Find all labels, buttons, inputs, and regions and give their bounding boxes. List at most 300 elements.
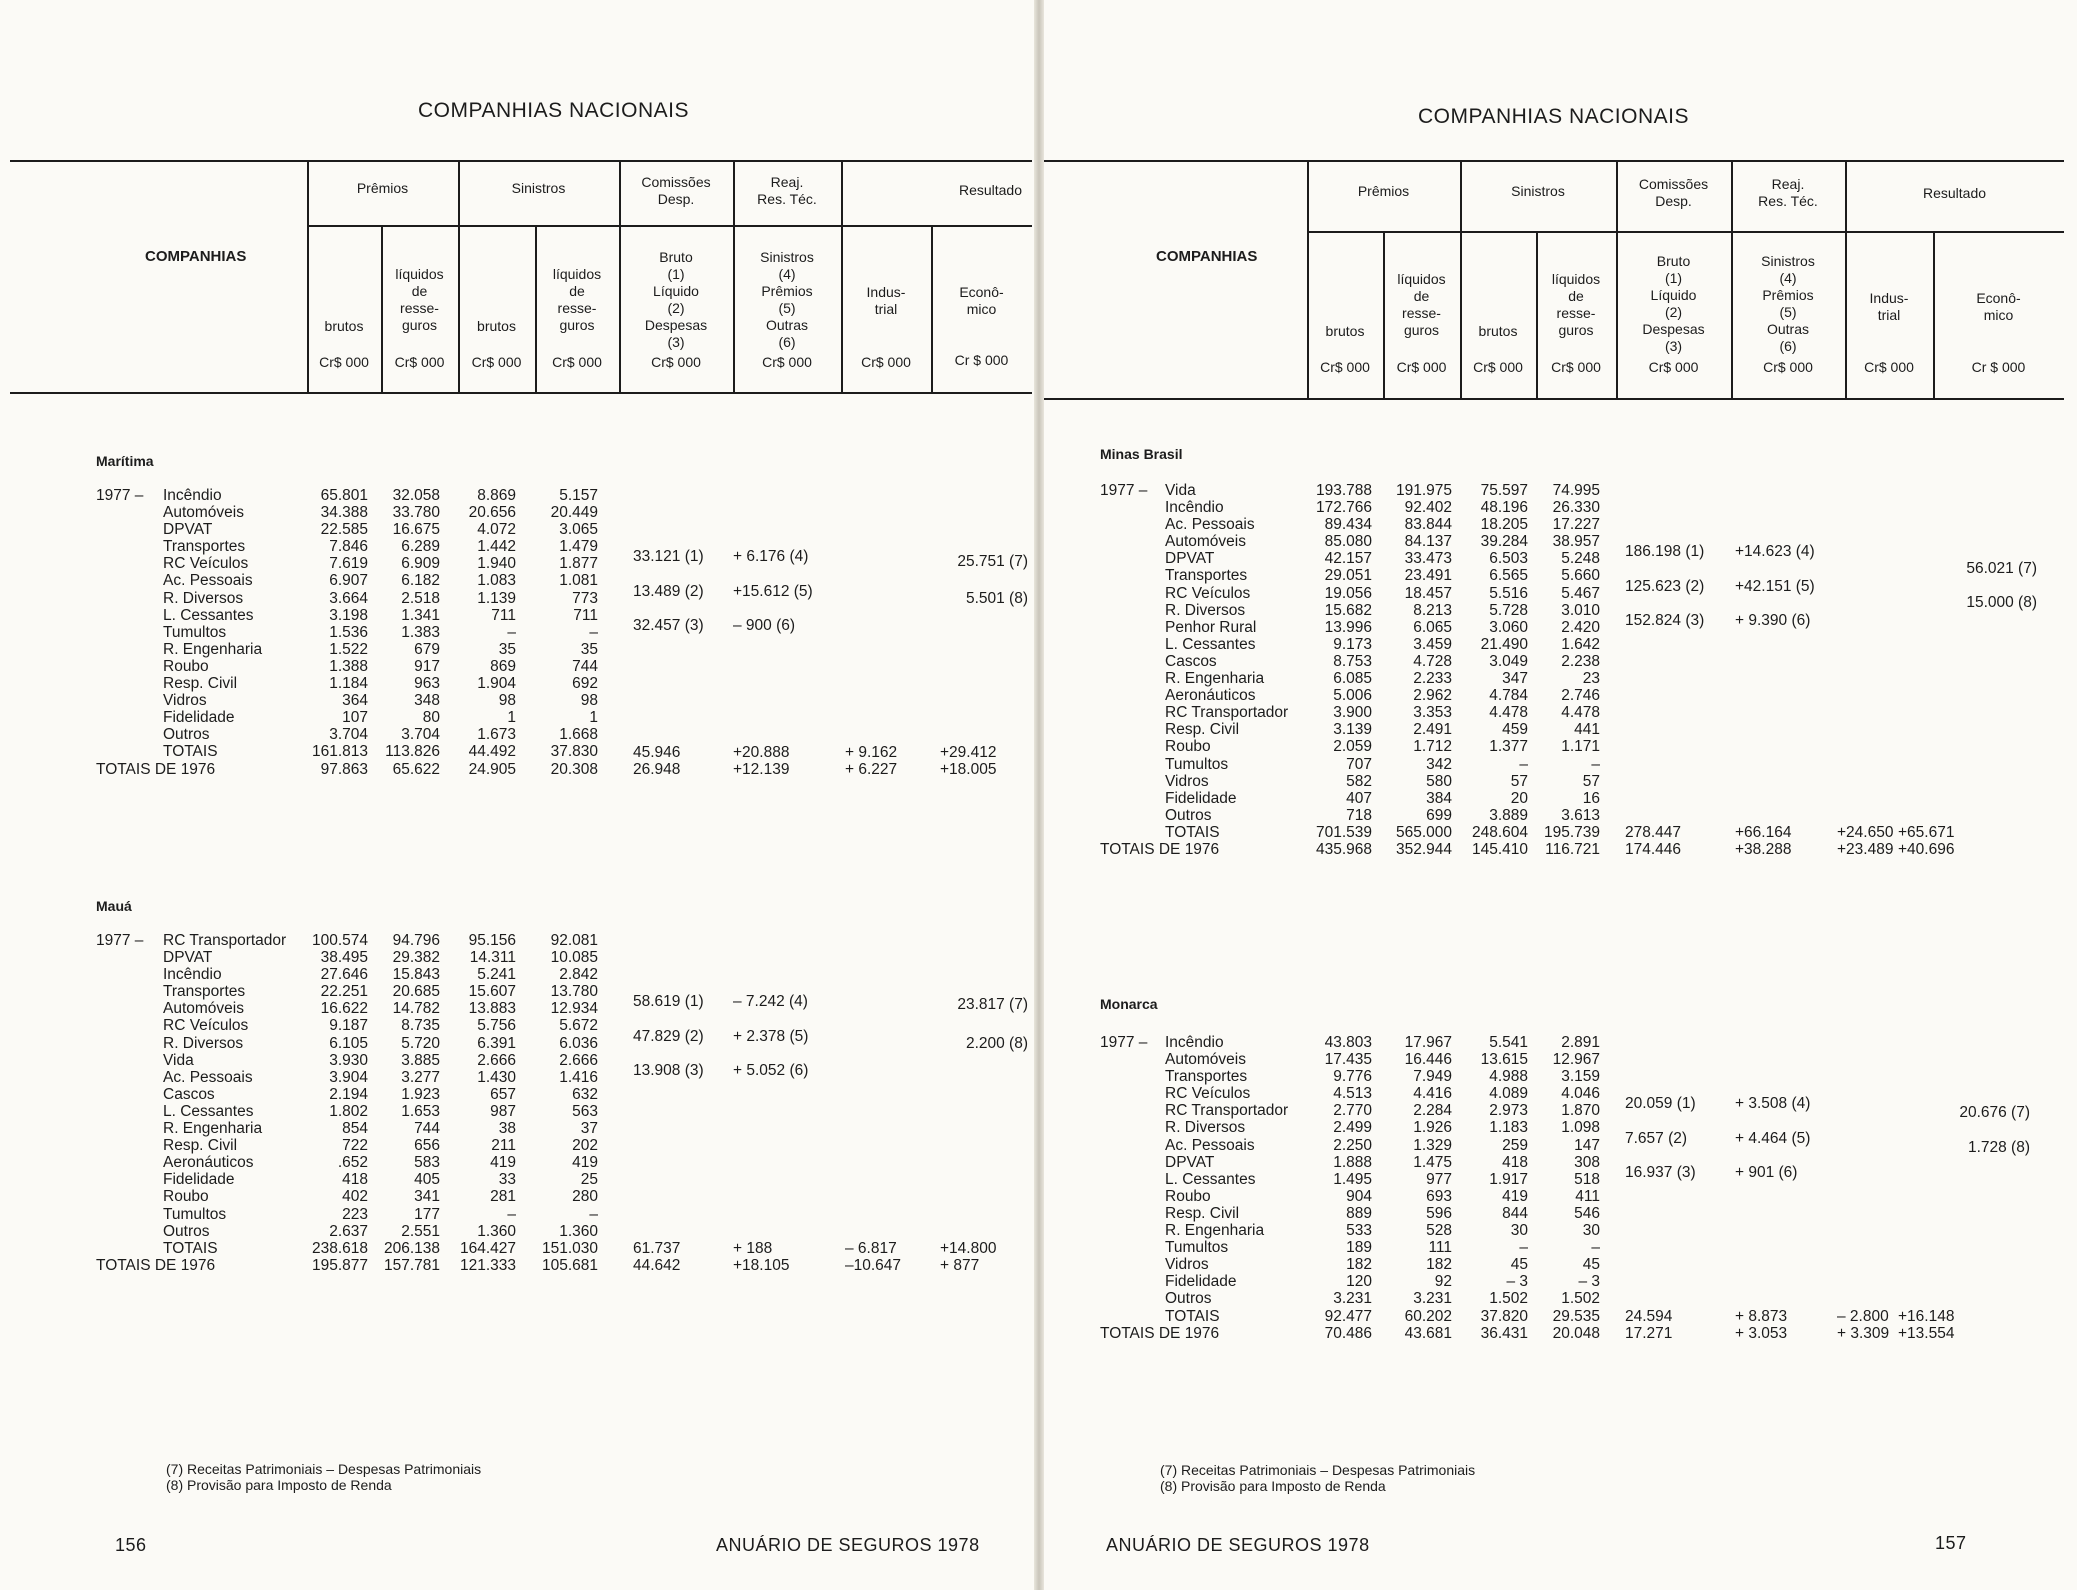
- page-title-right: COMPANHIAS NACIONAIS: [1418, 105, 1689, 128]
- table-cell: 441: [1574, 721, 1600, 739]
- table-cell: 1.360: [559, 1222, 598, 1240]
- table-cell: 418: [1502, 1153, 1528, 1171]
- table-cell: 161.813: [311, 743, 368, 761]
- header-comissoes: Comissões Desp.: [641, 174, 711, 207]
- ramo-label: L. Cessantes: [163, 1102, 254, 1120]
- table-cell: 2.250: [1333, 1136, 1372, 1154]
- header-bruto-liquido: Bruto (1) Líquido (2) Despesas (3): [1642, 253, 1705, 354]
- table-cell: 904: [1346, 1187, 1372, 1205]
- table-cell: 238.618: [311, 1239, 368, 1257]
- table-cell: 195.877: [311, 1256, 368, 1274]
- table-cell: 5.006: [1333, 687, 1372, 705]
- table-cell: 29.535: [1552, 1307, 1600, 1325]
- table-cell: 1.416: [559, 1068, 598, 1086]
- ramo-label: R. Diversos: [163, 1034, 244, 1052]
- totals-label: TOTAIS DE 1976: [1100, 840, 1220, 858]
- table-cell: –: [589, 1205, 598, 1223]
- table-cell: 1.479: [559, 538, 598, 556]
- table-cell: 744: [572, 657, 598, 675]
- totals-label: TOTAIS: [1165, 1307, 1220, 1325]
- header-unit: Cr$ 000: [319, 354, 369, 370]
- table-cell: 1.171: [1561, 738, 1600, 756]
- resultado-note-value: 20.676 (7): [1959, 1104, 2030, 1121]
- header-sinistros-brutos: brutos: [1478, 323, 1518, 339]
- table-cell: 92.402: [1404, 499, 1452, 517]
- table-cell: 1: [507, 709, 516, 727]
- comissoes-value: 47.829 (2): [633, 1027, 704, 1045]
- reajuste-value: + 5.052 (6): [733, 1061, 809, 1079]
- table-cell: 30: [1582, 1222, 1600, 1240]
- totais-1976-economico: +18.005: [940, 760, 997, 778]
- left-page: [0, 0, 1038, 1590]
- ramo-label: Automóveis: [163, 504, 244, 522]
- table-cell: 3.139: [1333, 721, 1372, 739]
- table-cell: 20.685: [392, 983, 440, 1001]
- table-cell: 121.333: [459, 1256, 516, 1274]
- header-unit: Cr$ 000: [651, 354, 701, 370]
- book-gutter: [1034, 0, 1044, 1590]
- table-cell: 9.173: [1333, 635, 1372, 653]
- table-cell: 21.490: [1480, 635, 1528, 653]
- table-cell: 6.907: [329, 572, 368, 590]
- table-cell: 85.080: [1324, 533, 1372, 551]
- table-cell: 20: [1510, 789, 1528, 807]
- totals-label: TOTAIS DE 1976: [1100, 1324, 1220, 1342]
- ramo-label: Automóveis: [1165, 533, 1246, 551]
- table-cell: 3.277: [401, 1068, 440, 1086]
- table-cell: 5.720: [401, 1034, 440, 1052]
- table-cell: 36.431: [1480, 1324, 1528, 1342]
- table-cell: 6.036: [559, 1034, 598, 1052]
- table-cell: 145.410: [1471, 840, 1528, 858]
- totais-economico: +29.412: [940, 743, 997, 761]
- table-cell: 1.377: [1489, 738, 1528, 756]
- totais-1976-reajuste: +18.105: [733, 1256, 790, 1274]
- comissoes-value: 152.824 (3): [1625, 611, 1705, 629]
- table-cell: 3.060: [1489, 618, 1528, 636]
- table-cell: 1.360: [477, 1222, 516, 1240]
- table-cell: 223: [342, 1205, 368, 1223]
- header-unit: Cr$ 000: [552, 354, 602, 370]
- table-cell: 23.491: [1404, 567, 1452, 585]
- table-cell: 1.888: [1333, 1153, 1372, 1171]
- resultado-note-value: 15.000 (8): [1966, 594, 2037, 611]
- table-cell: 2.284: [1413, 1102, 1452, 1120]
- totais-economico: +14.800: [940, 1239, 997, 1257]
- table-cell: 177: [414, 1205, 440, 1223]
- totais-reajuste: +20.888: [733, 743, 790, 761]
- header-rule-bottom: [1044, 398, 2064, 400]
- ramo-label: DPVAT: [163, 521, 213, 539]
- ramo-label: R. Engenharia: [1165, 670, 1265, 688]
- table-cell: 100.574: [311, 932, 368, 949]
- table-cell: .652: [337, 1154, 368, 1172]
- ramo-label: RC Veículos: [163, 555, 249, 573]
- table-cell: 6.565: [1489, 567, 1528, 585]
- header-sinistros-liquidos: líquidos de resse- guros: [552, 266, 602, 333]
- ramo-label: R. Diversos: [1165, 601, 1246, 619]
- table-cell: 202: [572, 1137, 598, 1155]
- value-column-pb: [1282, 1034, 1372, 1342]
- table-cell: 17.967: [1404, 1034, 1452, 1051]
- table-cell: 718: [1346, 806, 1372, 824]
- header-resultado: Resultado: [1922, 185, 1987, 201]
- ramo-label: Roubo: [1165, 738, 1211, 756]
- table-cell: 773: [572, 589, 598, 607]
- table-cell: 348: [414, 692, 440, 710]
- table-cell: 6.503: [1489, 550, 1528, 568]
- table-cell: 2.420: [1561, 618, 1600, 636]
- header-unit: Cr$ 000: [1551, 359, 1601, 375]
- totais-reajuste: + 8.873: [1735, 1307, 1788, 1325]
- header-economico: Econô- mico: [1976, 290, 2021, 323]
- table-cell: 98: [498, 692, 516, 710]
- table-cell: 3.010: [1561, 601, 1600, 619]
- ramo-label: R. Engenharia: [1165, 1222, 1265, 1240]
- table-cell: 2.842: [559, 966, 598, 984]
- reajuste-value: +42.151 (5): [1735, 577, 1815, 595]
- table-cell: 57: [1582, 772, 1600, 790]
- table-cell: 120: [1346, 1273, 1372, 1291]
- table-cell: 4.478: [1561, 704, 1600, 722]
- table-cell: 1.139: [477, 589, 516, 607]
- table-cell: 18.205: [1480, 516, 1528, 534]
- totals-label: TOTAIS: [163, 743, 218, 761]
- ramo-label: L. Cessantes: [163, 606, 254, 624]
- table-cell: 9.776: [1333, 1068, 1372, 1086]
- table-cell: 1.940: [477, 555, 516, 573]
- ramo-label: Incêndio: [163, 487, 222, 504]
- table-cell: 13.780: [550, 983, 598, 1001]
- table-cell: 347: [1502, 670, 1528, 688]
- table-cell: 699: [1426, 806, 1452, 824]
- ramo-label: Tumultos: [163, 1205, 227, 1223]
- totais-reajuste: + 188: [733, 1239, 773, 1257]
- header-rule-top: [10, 160, 1032, 162]
- value-column-sb: [426, 487, 516, 778]
- table-cell: 17.435: [1324, 1051, 1372, 1069]
- company-name: Monarca: [1100, 996, 1158, 1012]
- table-cell: 29.051: [1324, 567, 1372, 585]
- comissoes-value: 58.619 (1): [633, 993, 704, 1011]
- year-label: 1977 –: [1100, 482, 1148, 499]
- resultado-note-value: 1.728 (8): [1967, 1139, 2030, 1156]
- reajuste-value: + 3.508 (4): [1735, 1095, 1811, 1113]
- ramo-label: Outros: [163, 1222, 210, 1240]
- ramo-label: R. Diversos: [1165, 1119, 1246, 1137]
- table-cell: 8.735: [401, 1017, 440, 1035]
- ramo-label: Fidelidade: [163, 1171, 235, 1189]
- table-cell: 92.477: [1324, 1307, 1372, 1325]
- table-cell: 419: [1502, 1187, 1528, 1205]
- table-cell: 4.728: [1413, 652, 1452, 670]
- table-cell: 95.156: [468, 932, 516, 949]
- table-cell: 34.388: [320, 504, 368, 522]
- table-cell: 48.196: [1480, 499, 1528, 517]
- table-cell: 45: [1510, 1256, 1528, 1274]
- table-cell: 15.682: [1324, 601, 1372, 619]
- table-cell: 8.869: [477, 487, 516, 504]
- table-cell: 33: [498, 1171, 516, 1189]
- table-cell: – 3: [1506, 1273, 1528, 1291]
- totais-1976-comissoes: 44.642: [633, 1256, 681, 1274]
- totais-1976-reajuste: +38.288: [1735, 841, 1792, 859]
- table-cell: – 3: [1578, 1273, 1600, 1291]
- table-cell: 191.975: [1395, 482, 1452, 499]
- table-cell: 364: [342, 692, 368, 710]
- totais-1976-comissoes: 26.948: [633, 760, 681, 778]
- table-cell: 107: [342, 709, 368, 727]
- table-cell: 1.673: [477, 726, 516, 744]
- table-cell: 13.615: [1480, 1051, 1528, 1069]
- header-sinistros: Sinistros: [1511, 183, 1565, 199]
- totais-1976-industrial: + 6.227: [845, 760, 898, 778]
- table-cell: 1.536: [329, 623, 368, 641]
- ramo-label: Penhor Rural: [1165, 618, 1257, 636]
- table-cell: 1.098: [1561, 1119, 1600, 1137]
- reajuste-value: + 901 (6): [1735, 1163, 1798, 1181]
- table-cell: 3.900: [1333, 704, 1372, 722]
- table-cell: 1.081: [559, 572, 598, 590]
- table-cell: –: [1519, 1239, 1528, 1257]
- ramo-label: Transportes: [1165, 1068, 1248, 1086]
- table-cell: 6.182: [401, 572, 440, 590]
- ramo-label: Transportes: [163, 538, 246, 556]
- header-unit: Cr$ 000: [1763, 359, 1813, 375]
- totals-label: TOTAIS DE 1976: [96, 1256, 216, 1274]
- footnote-7: (7) Receitas Patrimoniais – Despesas Patrimoniais: [166, 1461, 482, 1477]
- header-rule-top: [1044, 160, 2064, 162]
- ramo-label: Cascos: [1165, 652, 1217, 670]
- totais-industrial: – 2.800: [1837, 1307, 1889, 1325]
- table-cell: 1: [589, 709, 598, 727]
- table-cell: 1.802: [329, 1102, 368, 1120]
- year-label: 1977 –: [96, 487, 144, 504]
- table-cell: 3.049: [1489, 652, 1528, 670]
- table-cell: 45: [1582, 1256, 1600, 1274]
- table-cell: 151.030: [541, 1239, 598, 1257]
- table-cell: 722: [342, 1137, 368, 1155]
- table-cell: 13.883: [468, 1000, 516, 1018]
- table-cell: 4.478: [1489, 704, 1528, 722]
- table-cell: 12.934: [550, 1000, 598, 1018]
- header-premios-brutos: brutos: [1325, 323, 1365, 339]
- table-cell: 3.704: [401, 726, 440, 744]
- ramo-label: Outros: [163, 726, 210, 744]
- reajuste-value: + 6.176 (4): [733, 548, 809, 566]
- header-reaj: Reaj. Res. Téc.: [757, 174, 817, 207]
- table-cell: 281: [490, 1188, 516, 1206]
- table-cell: 435.968: [1315, 840, 1372, 858]
- table-cell: 280: [572, 1188, 598, 1206]
- header-unit: Cr$ 000: [394, 354, 445, 370]
- table-cell: 6.085: [1333, 670, 1372, 688]
- header-bruto-liquido: Bruto (1) Líquido (2) Despesas (3): [644, 249, 708, 350]
- table-cell: 1.923: [401, 1085, 440, 1103]
- table-cell: 844: [1502, 1204, 1528, 1222]
- table-cell: 37: [580, 1120, 598, 1138]
- table-cell: 679: [414, 640, 440, 658]
- comissoes-value: 13.489 (2): [633, 582, 704, 600]
- table-cell: 35: [498, 640, 516, 658]
- ramo-label: Roubo: [163, 657, 209, 675]
- header-unit: Cr$ 000: [1648, 359, 1699, 375]
- comissoes-value: 32.457 (3): [633, 616, 704, 634]
- table-cell: 84.137: [1404, 533, 1452, 551]
- table-cell: 13.996: [1324, 618, 1372, 636]
- table-cell: 1.430: [477, 1068, 516, 1086]
- ramo-label: Cascos: [163, 1085, 215, 1103]
- table-cell: 33.780: [392, 504, 440, 522]
- table-cell: 4.046: [1561, 1085, 1600, 1103]
- header-rule-bottom: [10, 392, 1032, 394]
- ramo-label: RC Veículos: [163, 1017, 249, 1035]
- table-cell: 744: [414, 1120, 440, 1138]
- table-cell: 8.753: [1333, 652, 1372, 670]
- comissoes-value: 33.121 (1): [633, 548, 704, 566]
- table-cell: 182: [1426, 1256, 1452, 1274]
- ramo-label: Resp. Civil: [163, 1137, 238, 1155]
- table-cell: 3.459: [1413, 635, 1452, 653]
- table-cell: 692: [572, 675, 598, 693]
- ramo-label: Aeronáuticos: [163, 1154, 254, 1172]
- table-cell: 113.826: [385, 743, 440, 761]
- table-cell: 2.973: [1489, 1102, 1528, 1120]
- ramo-label: Automóveis: [1165, 1051, 1246, 1069]
- table-cell: 533: [1346, 1222, 1372, 1240]
- company-name: Marítima: [96, 453, 154, 469]
- reajuste-value: + 9.390 (6): [1735, 611, 1811, 629]
- ramo-label: Tumultos: [1165, 1239, 1229, 1257]
- table-cell: 24.905: [468, 760, 516, 778]
- table-cell: 80: [422, 709, 440, 727]
- table-cell: 65.622: [392, 760, 440, 778]
- table-cell: 65.801: [320, 487, 368, 504]
- header-companhias: COMPANHIAS: [145, 248, 247, 265]
- page-number-left: 156: [115, 1535, 147, 1555]
- table-cell: 157.781: [383, 1256, 440, 1274]
- table-cell: 37.820: [1480, 1307, 1528, 1325]
- table-cell: 44.492: [468, 743, 516, 761]
- table-cell: 94.796: [392, 932, 440, 949]
- totais-1976-economico: +13.554: [1898, 1324, 1955, 1342]
- table-cell: 5.248: [1561, 550, 1600, 568]
- table-cell: 211: [491, 1137, 516, 1155]
- table-cell: 70.486: [1324, 1324, 1372, 1342]
- table-cell: 17.227: [1552, 516, 1600, 534]
- ramo-label: Fidelidade: [1165, 1273, 1237, 1291]
- comissoes-value: 7.657 (2): [1625, 1129, 1688, 1147]
- table-cell: 57: [1510, 772, 1528, 790]
- table-cell: 1.388: [329, 657, 368, 675]
- table-cell: 2.666: [559, 1051, 598, 1069]
- footnote-8: (8) Provisão para Imposto de Renda: [166, 1477, 392, 1493]
- table-cell: 8.213: [1413, 601, 1452, 619]
- totais-comissoes: 24.594: [1625, 1307, 1673, 1325]
- table-cell: 563: [572, 1102, 598, 1120]
- table-cell: 259: [1502, 1136, 1528, 1154]
- header-reaj: Reaj. Res. Téc.: [1758, 176, 1818, 209]
- totais-industrial: + 9.162: [845, 743, 898, 761]
- table-cell: 963: [414, 675, 440, 693]
- table-cell: 189: [1346, 1239, 1372, 1257]
- header-premios-liquidos: líquidos de resse- guros: [1397, 271, 1446, 338]
- resultado-note-value: 5.501 (8): [965, 590, 1028, 607]
- table-cell: 16.622: [320, 1000, 368, 1018]
- table-cell: –: [589, 623, 598, 641]
- table-cell: 23: [1582, 670, 1600, 688]
- table-cell: 6.909: [401, 555, 440, 573]
- table-cell: –: [1591, 755, 1600, 773]
- table-cell: 565.000: [1395, 823, 1452, 841]
- totais-1976-industrial: –10.647: [845, 1256, 902, 1274]
- table-cell: 3.231: [1333, 1290, 1372, 1308]
- table-cell: 4.784: [1489, 687, 1528, 705]
- table-cell: 582: [1346, 772, 1372, 790]
- totais-1976-comissoes: 174.446: [1625, 841, 1682, 859]
- totais-1976-economico: +40.696: [1898, 841, 1955, 859]
- table-cell: 16: [1582, 789, 1600, 807]
- table-cell: 2.238: [1561, 652, 1600, 670]
- table-cell: 2.499: [1333, 1119, 1372, 1137]
- table-cell: 30: [1510, 1222, 1528, 1240]
- table-cell: 3.664: [329, 589, 368, 607]
- table-cell: 3.889: [1489, 806, 1528, 824]
- totais-1976-comissoes: 17.271: [1625, 1324, 1673, 1342]
- ramo-label: Aeronáuticos: [1165, 687, 1256, 705]
- ramo-label: Tumultos: [163, 623, 227, 641]
- table-cell: 6.105: [329, 1034, 368, 1052]
- table-cell: 657: [490, 1085, 516, 1103]
- table-cell: 20.449: [550, 504, 598, 522]
- totais-industrial: +24.650: [1837, 824, 1894, 841]
- table-cell: 5.728: [1489, 601, 1528, 619]
- ramo-label: Vidros: [163, 692, 207, 710]
- ramo-label: RC Transportador: [1165, 1102, 1289, 1120]
- ramo-label: DPVAT: [163, 949, 213, 967]
- ramo-label: Vida: [1165, 482, 1196, 499]
- totais-economico: +65.671: [1898, 824, 1955, 841]
- table-cell: 1.502: [1561, 1290, 1600, 1308]
- totais-1976-reajuste: + 3.053: [1735, 1324, 1788, 1342]
- table-cell: 35: [580, 640, 598, 658]
- header-unit: Cr$ 000: [1320, 359, 1370, 375]
- table-cell: 3.198: [329, 606, 368, 624]
- table-cell: 14.311: [469, 949, 516, 967]
- table-cell: 546: [1574, 1204, 1600, 1222]
- reajuste-value: + 4.464 (5): [1735, 1129, 1811, 1147]
- table-cell: 60.202: [1404, 1307, 1452, 1325]
- table-cell: 656: [414, 1137, 440, 1155]
- table-cell: 2.746: [1561, 687, 1600, 705]
- table-cell: 384: [1426, 789, 1452, 807]
- ramo-label: Outros: [1165, 806, 1212, 824]
- ramo-label: Automóveis: [163, 1000, 244, 1018]
- value-column-pb: [1282, 482, 1372, 858]
- ramo-label: RC Veículos: [1165, 1085, 1251, 1103]
- header-unit: Cr$ 000: [1473, 359, 1523, 375]
- table-cell: 164.427: [459, 1239, 516, 1257]
- table-cell: 7.846: [329, 538, 368, 556]
- header-premios: Prêmios: [356, 180, 409, 196]
- table-cell: 14.782: [392, 1000, 440, 1018]
- table-cell: 26.330: [1552, 499, 1600, 517]
- table-cell: 1.183: [1489, 1119, 1528, 1137]
- table-cell: 1.917: [1489, 1170, 1528, 1188]
- table-cell: 2.491: [1413, 721, 1452, 739]
- ramo-label: Ac. Pessoais: [1165, 516, 1255, 534]
- comissoes-value: 125.623 (2): [1625, 577, 1705, 595]
